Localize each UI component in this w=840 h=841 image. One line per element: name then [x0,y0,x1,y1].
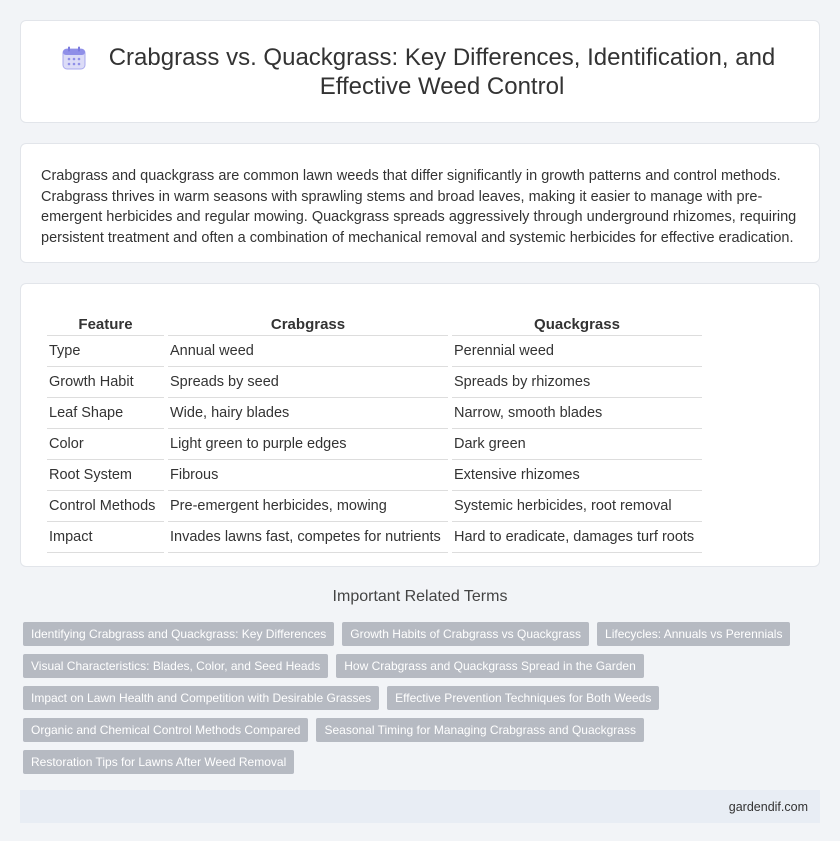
table-row [47,398,702,429]
table-row [47,522,702,553]
related-term-tag[interactable]: Restoration Tips for Lawns After Weed Removal [23,750,294,774]
table-row [47,367,702,398]
comparison-card [20,283,820,567]
table-cell: Impact [47,522,164,553]
table-cell: Pre-emergent herbicides, mowing [168,491,448,522]
related-term-tag[interactable]: Lifecycles: Annuals vs Perennials [597,622,790,646]
table-cell: Annual weed [168,336,448,367]
column-header: Feature [47,310,164,336]
table-cell: Fibrous [168,460,448,491]
table-cell: Wide, hairy blades [168,398,448,429]
table-row [47,429,702,460]
table-row [47,460,702,491]
table-cell: Dark green [452,429,702,460]
table-cell: Narrow, smooth blades [452,398,702,429]
table-cell: Hard to eradicate, damages turf roots [452,522,702,553]
table-row [47,336,702,367]
related-term-tag[interactable]: Effective Prevention Techniques for Both Weeds [387,686,659,710]
related-term-tag[interactable]: Visual Characteristics: Blades, Color, and Seed Heads [23,654,328,678]
comparison-table [43,310,706,553]
table-cell: Growth Habit [47,367,164,398]
table-cell: Control Methods [47,491,164,522]
related-term-tag[interactable]: Identifying Crabgrass and Quackgrass: Key Differences [23,622,334,646]
table-cell: Perennial weed [452,336,702,367]
table-cell: Color [47,429,164,460]
table-cell: Invades lawns fast, competes for nutrients [168,522,448,553]
table-row [47,491,702,522]
header-card [20,20,820,123]
footer-site-link[interactable]: gardendif.com [728,799,808,814]
intro-card [20,143,820,263]
table-cell: Spreads by rhizomes [452,367,702,398]
related-term-tag[interactable]: Growth Habits of Crabgrass vs Quackgrass [342,622,589,646]
table-cell: Spreads by seed [168,367,448,398]
related-term-tag[interactable]: Seasonal Timing for Managing Crabgrass and Quackgrass [316,718,644,742]
related-term-tag[interactable]: How Crabgrass and Quackgrass Spread in the Garden [336,654,644,678]
calendar-icon [61,45,87,71]
table-cell: Systemic herbicides, root removal [452,491,702,522]
column-header: Crabgrass [168,310,448,336]
footer-bar [20,790,820,823]
table-cell: Root System [47,460,164,491]
page-title: Crabgrass vs. Quackgrass: Key Differences, Identification, and Effective Weed Control [108,43,776,100]
table-cell: Light green to purple edges [168,429,448,460]
column-header: Quackgrass [452,310,702,336]
related-term-tag[interactable]: Impact on Lawn Health and Competition with Desirable Grasses [23,686,379,710]
related-terms-list [20,622,803,782]
related-term-tag[interactable]: Organic and Chemical Control Methods Compared [23,718,308,742]
table-cell: Leaf Shape [47,398,164,429]
table-cell: Extensive rhizomes [452,460,702,491]
intro-text: Crabgrass and quackgrass are common lawn weeds that differ significantly in growth patterns and control methods. Crabgrass thrives in warm seasons with sprawling stems and broad leaves, making it easier to manage with pre-emergent herbicides and regular mowing. Quackgrass spreads aggressively through underground rhizomes, requiring persistent treatment and often a combination of mechanical removal and systemic herbicides for effective eradication. [41,168,797,246]
table-cell: Type [47,336,164,367]
table-header-row [47,310,702,336]
related-terms-title: Important Related Terms [332,588,508,605]
